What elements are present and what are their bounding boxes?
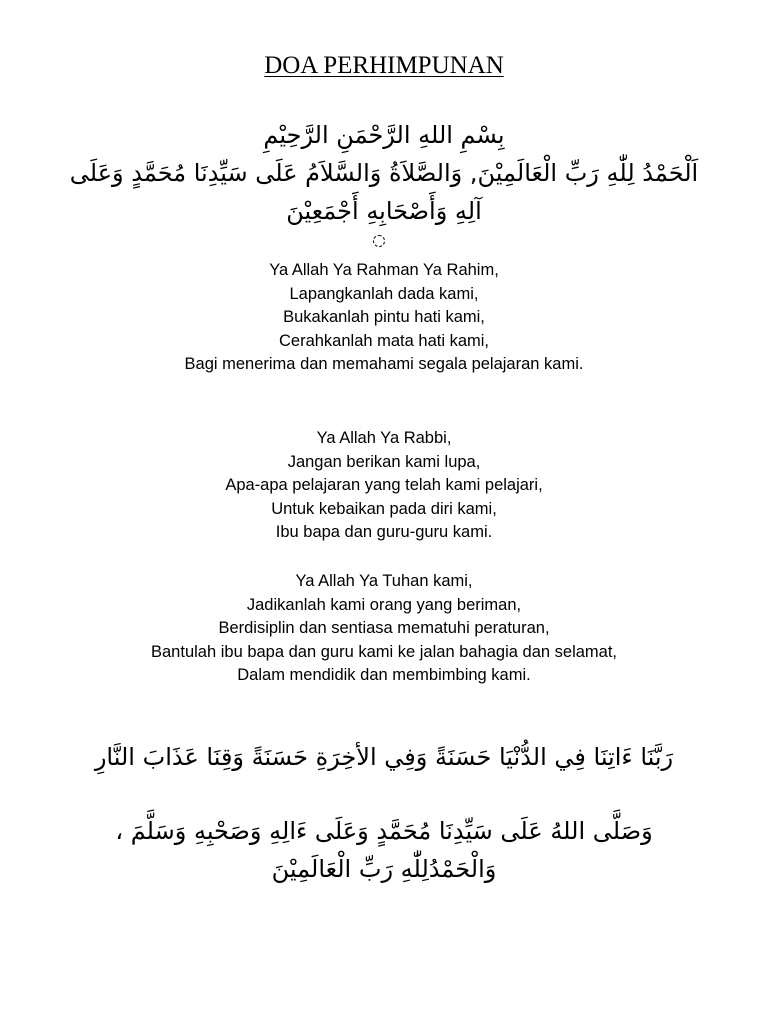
stanza-line: Apa-apa pelajaran yang telah kami pelajari,	[225, 476, 543, 494]
arabic-hamdalah-line: اَلْحَمْدُ لِلّٰهِ رَبِّ الْعَالَمِيْنَ, وَالصَّلاَةُ وَالسَّلاَمُ عَلَى سَيِّدِنَا مُحَمَّدٍ وَعَلَى	[69, 159, 699, 187]
arabic-rabbana-prayer: رَبَّنَا ءَاتِنَا فِي الدُّنْيَا حَسَنَةً وَفِي الأخِرَةِ حَسَنَةً وَقِنَا عَذَابَ النَّارِ	[94, 743, 674, 771]
stanza-line: Dalam mendidik dan membimbing kami.	[237, 666, 531, 684]
arabic-basmalah: بِسْمِ اللهِ الرَّحْمَنِ الرَّحِيْمِ	[263, 121, 505, 149]
arabic-closing-prayer	[0, 812, 768, 888]
stanza-2	[0, 427, 768, 545]
stanza-line: Cerahkanlah mata hati kami,	[278, 331, 490, 350]
stanza-1	[0, 259, 768, 377]
stanza-line: Bagi menerima dan memahami segala pelajaran kami.	[184, 355, 584, 373]
diacritic-placeholder-icon	[373, 235, 385, 247]
arabic-hamdalah-closing: وَالْحَمْدُلِلّٰهِ رَبِّ الْعَالَمِيْنَ	[271, 855, 497, 883]
stanza-line: Ya Allah Ya Tuhan kami,	[295, 572, 473, 590]
stanza-line: Berdisiplin dan sentiasa mematuhi peraturan,	[218, 619, 550, 637]
stanza-line: Bantulah ibu bapa dan guru kami ke jalan bahagia dan selamat,	[151, 642, 617, 661]
stanza-3	[0, 570, 768, 688]
document-title: DOA PERHIMPUNAN	[264, 52, 504, 79]
stanza-line: Jangan berikan kami lupa,	[287, 452, 481, 471]
stanza-line: Ya Allah Ya Rabbi,	[316, 429, 452, 447]
stanza-line: Lapangkanlah dada kami,	[289, 284, 479, 303]
stanza-line: Bukakanlah pintu hati kami,	[283, 308, 485, 326]
stanza-line: Untuk kebaikan pada diri kami,	[271, 499, 497, 518]
stanza-line: Jadikanlah kami orang yang beriman,	[246, 595, 522, 614]
arabic-salawat-line: آلِهِ وَأَصْحَابِهِ أَجْمَعِيْنَ	[286, 197, 482, 225]
arabic-opening-prayer	[0, 116, 768, 230]
stanza-line: Ya Allah Ya Rahman Ya Rahim,	[269, 261, 499, 279]
arabic-salawat-closing: وَصَلَّى اللهُ عَلَى سَيِّدِنَا مُحَمَّدٍ وَعَلَى ءَالِهِ وَصَحْبِهِ وَسَلَّمَ ،	[115, 817, 653, 845]
stanza-line: Ibu bapa dan guru-guru kami.	[275, 523, 493, 541]
